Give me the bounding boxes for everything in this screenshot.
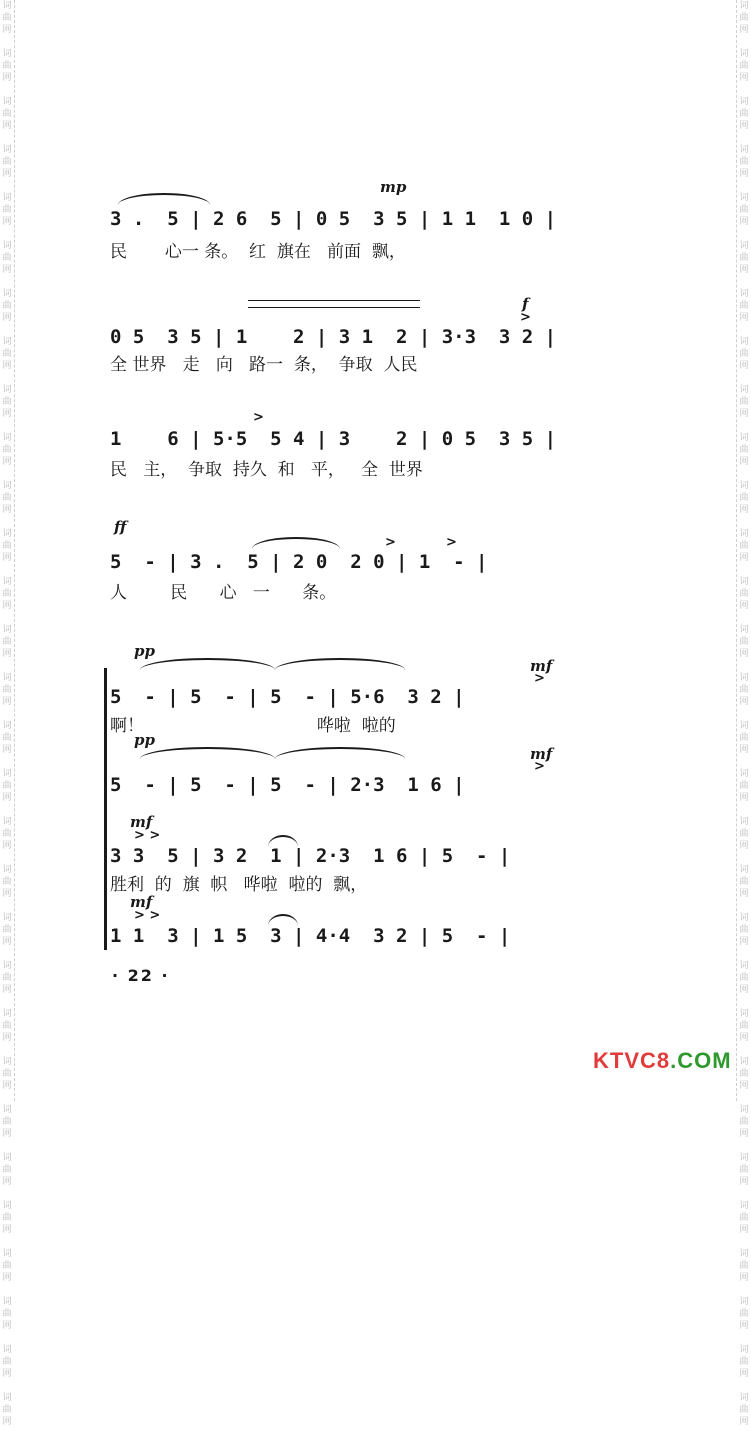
side-watermark-char: 网 xyxy=(739,1177,749,1187)
side-watermark-gap xyxy=(737,420,751,432)
accent-mark: > xyxy=(446,535,457,550)
side-watermark-char: 曲 xyxy=(2,397,12,407)
side-watermark-char: 网 xyxy=(739,505,749,515)
side-watermark-char: 词 xyxy=(2,577,12,587)
side-watermark-gap xyxy=(737,996,751,1008)
side-watermark-char: 网 xyxy=(739,697,749,707)
side-watermark-char: 词 xyxy=(2,241,12,251)
side-watermark-gap xyxy=(737,1236,751,1248)
slur xyxy=(118,193,210,205)
side-watermark-char: 词 xyxy=(2,1393,12,1403)
side-watermark-char: 曲 xyxy=(739,1021,749,1031)
side-watermark-char: 词 xyxy=(2,1009,12,1019)
side-watermark-char: 词 xyxy=(739,1105,749,1115)
side-watermark-char: 曲 xyxy=(739,781,749,791)
side-watermark-gap xyxy=(0,228,14,240)
side-watermark-char: 词 xyxy=(2,625,12,635)
side-watermark-char: 曲 xyxy=(2,733,12,743)
side-watermark-gap xyxy=(737,1092,751,1104)
side-watermark-gap xyxy=(0,1332,14,1344)
side-watermark-char: 词 xyxy=(739,97,749,107)
side-watermark-char: 词 xyxy=(739,721,749,731)
side-watermark-gap xyxy=(737,36,751,48)
side-watermark-char: 曲 xyxy=(739,205,749,215)
side-watermark-gap xyxy=(0,276,14,288)
side-watermark-char: 曲 xyxy=(2,589,12,599)
side-watermark-char: 网 xyxy=(739,601,749,611)
side-watermark-char: 词 xyxy=(2,817,12,827)
side-watermark-char: 网 xyxy=(739,73,749,83)
side-watermark-char: 网 xyxy=(739,313,749,323)
side-watermark-char: 词 xyxy=(739,289,749,299)
side-watermark-left xyxy=(0,0,15,1427)
side-watermark-gap xyxy=(737,372,751,384)
side-watermark-char: 曲 xyxy=(2,541,12,551)
side-watermark-char: 曲 xyxy=(2,1357,12,1367)
side-watermark-gap xyxy=(0,1284,14,1296)
accent-mark: > xyxy=(534,759,545,774)
side-watermark-gap xyxy=(0,372,14,384)
side-watermark-gap xyxy=(0,900,14,912)
side-watermark-gap xyxy=(0,852,14,864)
side-watermark-char: 词 xyxy=(2,529,12,539)
side-watermark-char: 曲 xyxy=(739,685,749,695)
side-watermark-char: 词 xyxy=(739,1345,749,1355)
side-watermark-char: 网 xyxy=(2,361,12,371)
side-watermark-char: 词 xyxy=(2,721,12,731)
notation-row: 5 - | 5 - | 5 - | 2·3 1 6 | xyxy=(110,774,465,796)
slur xyxy=(140,747,275,759)
side-watermark-char: 词 xyxy=(739,961,749,971)
side-watermark-char: 词 xyxy=(739,481,749,491)
notation-row: 1 1 3 | 1 5 3 | 4·4 3 2 | 5 - | xyxy=(110,925,511,947)
side-watermark-char: 网 xyxy=(739,121,749,131)
side-watermark-char: 网 xyxy=(2,505,12,515)
dynamic-mf: mf xyxy=(530,745,553,763)
side-watermark-char: 词 xyxy=(2,769,12,779)
side-watermark-char: 曲 xyxy=(739,445,749,455)
side-watermark-char: 曲 xyxy=(2,685,12,695)
side-watermark-char: 网 xyxy=(2,1177,12,1187)
side-watermark-char: 曲 xyxy=(739,1309,749,1319)
side-watermark-char: 曲 xyxy=(2,109,12,119)
side-watermark-char: 词 xyxy=(2,385,12,395)
side-watermark-char: 网 xyxy=(2,25,12,35)
side-watermark-char: 网 xyxy=(2,793,12,803)
side-watermark-char: 曲 xyxy=(739,973,749,983)
side-watermark-char: 词 xyxy=(2,961,12,971)
side-watermark-char: 词 xyxy=(739,1297,749,1307)
side-watermark-gap xyxy=(737,1188,751,1200)
side-watermark-gap xyxy=(737,84,751,96)
side-watermark-char: 词 xyxy=(2,97,12,107)
side-watermark-char: 曲 xyxy=(2,205,12,215)
side-watermark-char: 网 xyxy=(739,265,749,275)
side-watermark-char: 网 xyxy=(739,1225,749,1235)
side-watermark-char: 词 xyxy=(739,1,749,11)
side-watermark-char: 词 xyxy=(739,145,749,155)
side-watermark-char: 词 xyxy=(2,1297,12,1307)
side-watermark-char: 曲 xyxy=(739,1117,749,1127)
notation-row: 1 6 | 5·5 5 4 | 3 2 | 0 5 3 5 | xyxy=(110,428,557,450)
side-watermark-char: 曲 xyxy=(739,253,749,263)
side-watermark-gap xyxy=(0,324,14,336)
side-watermark-char: 网 xyxy=(2,745,12,755)
side-watermark-char: 曲 xyxy=(2,877,12,887)
side-watermark-char: 网 xyxy=(2,553,12,563)
side-watermark-gap xyxy=(0,1092,14,1104)
dynamic-mf: mf xyxy=(130,893,153,911)
watermark-part-1: KTVC8 xyxy=(593,1048,671,1073)
side-watermark-gap xyxy=(0,948,14,960)
side-watermark-char: 词 xyxy=(2,145,12,155)
side-watermark-char: 曲 xyxy=(2,1213,12,1223)
side-watermark-char: 曲 xyxy=(739,925,749,935)
side-watermark-char: 曲 xyxy=(739,493,749,503)
side-watermark-char: 网 xyxy=(739,985,749,995)
side-watermark-gap xyxy=(737,132,751,144)
side-watermark-gap xyxy=(0,660,14,672)
side-watermark-gap xyxy=(0,132,14,144)
side-watermark-char: 曲 xyxy=(2,829,12,839)
side-watermark-gap xyxy=(737,612,751,624)
side-watermark-char: 网 xyxy=(739,1321,749,1331)
side-watermark-char: 词 xyxy=(2,433,12,443)
side-watermark-char: 网 xyxy=(739,1129,749,1139)
side-watermark-char: 曲 xyxy=(739,637,749,647)
accent-mark: > xyxy=(520,310,531,325)
side-watermark-char: 曲 xyxy=(739,157,749,167)
side-watermark-char: 网 xyxy=(739,793,749,803)
side-watermark-gap xyxy=(737,180,751,192)
side-watermark-char: 词 xyxy=(2,673,12,683)
side-watermark-char: 曲 xyxy=(2,1309,12,1319)
side-watermark-char: 网 xyxy=(2,1225,12,1235)
lyrics-row: 啊！ 哗啦 啦的 xyxy=(110,716,396,736)
side-watermark-char: 词 xyxy=(2,49,12,59)
side-watermark-gap xyxy=(737,1332,751,1344)
side-watermark-char: 曲 xyxy=(2,253,12,263)
side-watermark-char: 词 xyxy=(2,289,12,299)
side-watermark-char: 曲 xyxy=(2,1261,12,1271)
side-watermark-char: 词 xyxy=(2,1153,12,1163)
side-watermark-char: 曲 xyxy=(739,1069,749,1079)
side-watermark-right xyxy=(736,0,751,1427)
side-watermark-char: 曲 xyxy=(739,733,749,743)
slur xyxy=(275,747,405,759)
side-watermark-gap xyxy=(0,1428,14,1440)
side-watermark-char: 网 xyxy=(2,1081,12,1091)
side-watermark-char: 网 xyxy=(739,1081,749,1091)
side-watermark-char: 网 xyxy=(2,265,12,275)
accent-mark: > > xyxy=(134,828,161,843)
side-watermark-char: 词 xyxy=(739,1153,749,1163)
side-watermark-char: 曲 xyxy=(2,781,12,791)
side-watermark-char: 词 xyxy=(739,1393,749,1403)
side-watermark-char: 词 xyxy=(2,193,12,203)
accent-mark: > xyxy=(534,671,545,686)
side-watermark-char: 词 xyxy=(739,625,749,635)
side-watermark-char: 词 xyxy=(739,241,749,251)
side-watermark-char: 曲 xyxy=(2,637,12,647)
side-watermark-char: 词 xyxy=(739,1201,749,1211)
side-watermark-char: 曲 xyxy=(739,1261,749,1271)
side-watermark-char: 网 xyxy=(739,937,749,947)
dynamic-pp: pp xyxy=(134,642,155,660)
dynamic-ff: ff xyxy=(114,518,127,536)
side-watermark-char: 网 xyxy=(2,313,12,323)
side-watermark-char: 网 xyxy=(739,649,749,659)
side-watermark-char: 词 xyxy=(2,1105,12,1115)
side-watermark-gap xyxy=(737,900,751,912)
side-watermark-char: 词 xyxy=(739,433,749,443)
side-watermark-char: 曲 xyxy=(2,301,12,311)
side-watermark-char: 网 xyxy=(739,745,749,755)
tie-lines xyxy=(248,300,420,308)
side-watermark-gap xyxy=(0,180,14,192)
side-watermark-char: 曲 xyxy=(739,1165,749,1175)
side-watermark-char: 词 xyxy=(739,1057,749,1067)
side-watermark-char: 网 xyxy=(739,25,749,35)
accent-mark: > xyxy=(385,535,396,550)
side-watermark-char: 网 xyxy=(2,1273,12,1283)
side-watermark-char: 曲 xyxy=(739,1213,749,1223)
side-watermark-char: 曲 xyxy=(739,877,749,887)
side-watermark-char: 网 xyxy=(739,457,749,467)
side-watermark-char: 网 xyxy=(739,409,749,419)
side-watermark-char: 网 xyxy=(2,1417,12,1427)
side-watermark-char: 网 xyxy=(739,1417,749,1427)
side-watermark-char: 曲 xyxy=(2,1165,12,1175)
side-watermark-char: 词 xyxy=(739,385,749,395)
side-watermark-gap xyxy=(0,1380,14,1392)
side-watermark-char: 曲 xyxy=(739,109,749,119)
side-watermark-char: 曲 xyxy=(2,13,12,23)
side-watermark-char: 网 xyxy=(739,1273,749,1283)
dynamic-mp: mp xyxy=(380,178,407,196)
side-watermark-char: 曲 xyxy=(739,61,749,71)
side-watermark-char: 网 xyxy=(2,601,12,611)
side-watermark-char: 网 xyxy=(739,1369,749,1379)
side-watermark-char: 网 xyxy=(739,169,749,179)
dynamic-mf: mf xyxy=(130,813,153,831)
side-watermark-gap xyxy=(0,708,14,720)
side-watermark-char: 网 xyxy=(2,1321,12,1331)
side-watermark-char: 曲 xyxy=(2,1021,12,1031)
side-watermark-char: 曲 xyxy=(739,541,749,551)
lyrics-row: 人 民 心 一 条。 xyxy=(110,583,337,603)
side-watermark-char: 曲 xyxy=(2,445,12,455)
side-watermark-gap xyxy=(0,756,14,768)
side-watermark-char: 曲 xyxy=(739,1357,749,1367)
accent-mark: > xyxy=(253,410,264,425)
side-watermark-char: 网 xyxy=(2,121,12,131)
side-watermark-char: 词 xyxy=(739,865,749,875)
side-watermark-gap xyxy=(0,36,14,48)
side-watermark-char: 词 xyxy=(2,1345,12,1355)
side-watermark-char: 网 xyxy=(2,937,12,947)
side-watermark-char: 词 xyxy=(739,193,749,203)
side-watermark-char: 曲 xyxy=(739,13,749,23)
side-watermark-char: 曲 xyxy=(739,397,749,407)
side-watermark-char: 曲 xyxy=(739,301,749,311)
side-watermark-char: 曲 xyxy=(739,829,749,839)
slur xyxy=(275,658,405,670)
side-watermark-char: 网 xyxy=(739,553,749,563)
side-watermark-char: 网 xyxy=(2,169,12,179)
side-watermark-gap xyxy=(737,564,751,576)
side-watermark-char: 词 xyxy=(739,529,749,539)
side-watermark-char: 曲 xyxy=(2,973,12,983)
side-watermark-gap xyxy=(0,996,14,1008)
side-watermark-char: 词 xyxy=(2,913,12,923)
side-watermark-gap xyxy=(737,660,751,672)
side-watermark-gap xyxy=(0,516,14,528)
side-watermark-char: 词 xyxy=(739,769,749,779)
lyrics-row: 全 世界 走 向 路一 条， 争取 人民 xyxy=(110,355,418,375)
side-watermark-char: 网 xyxy=(2,649,12,659)
side-watermark-char: 词 xyxy=(2,1201,12,1211)
side-watermark-char: 词 xyxy=(739,49,749,59)
side-watermark-char: 网 xyxy=(739,841,749,851)
side-watermark-gap xyxy=(0,612,14,624)
side-watermark-gap xyxy=(0,1044,14,1056)
side-watermark-char: 曲 xyxy=(2,157,12,167)
side-watermark-char: 词 xyxy=(739,817,749,827)
dynamic-pp: pp xyxy=(134,731,155,749)
side-watermark-gap xyxy=(0,1140,14,1152)
side-watermark-gap xyxy=(737,468,751,480)
side-watermark-gap xyxy=(0,468,14,480)
dynamic-mf: mf xyxy=(530,657,553,675)
slur xyxy=(140,658,275,670)
side-watermark-gap xyxy=(0,420,14,432)
side-watermark-char: 曲 xyxy=(2,1405,12,1415)
side-watermark-char: 网 xyxy=(2,1033,12,1043)
side-watermark-char: 网 xyxy=(2,457,12,467)
accent-mark: > > xyxy=(134,908,161,923)
side-watermark-char: 曲 xyxy=(2,493,12,503)
side-watermark-gap xyxy=(737,852,751,864)
side-watermark-char: 词 xyxy=(739,1249,749,1259)
side-watermark-char: 网 xyxy=(2,985,12,995)
notation-row: 3 3 5 | 3 2 1 | 2·3 1 6 | 5 - | xyxy=(110,845,511,867)
side-watermark-char: 网 xyxy=(2,1369,12,1379)
side-watermark-char: 网 xyxy=(739,1033,749,1043)
side-watermark-char: 曲 xyxy=(739,349,749,359)
side-watermark-char: 曲 xyxy=(2,1117,12,1127)
lyrics-row: 民 心一 条。 红 旗在 前面 飘， xyxy=(110,242,406,262)
side-watermark-char: 网 xyxy=(2,697,12,707)
side-watermark-char: 网 xyxy=(739,361,749,371)
side-watermark-char: 词 xyxy=(739,577,749,587)
side-watermark-char: 词 xyxy=(2,481,12,491)
side-watermark-char: 网 xyxy=(2,217,12,227)
side-watermark-gap xyxy=(737,1284,751,1296)
side-watermark-gap xyxy=(737,324,751,336)
side-watermark-char: 词 xyxy=(739,673,749,683)
notation-row: 3 . 5 | 2 6 5 | 0 5 3 5 | 1 1 1 0 | xyxy=(110,208,557,230)
side-watermark-gap xyxy=(737,516,751,528)
notation-row: 5 - | 5 - | 5 - | 5·6 3 2 | xyxy=(110,686,465,708)
side-watermark-char: 曲 xyxy=(2,349,12,359)
side-watermark-gap xyxy=(737,804,751,816)
side-watermark-gap xyxy=(737,708,751,720)
side-watermark-char: 词 xyxy=(2,1,12,11)
side-watermark-gap xyxy=(737,1380,751,1392)
notation-row: 0 5 3 5 | 1 2 | 3 1 2 | 3·3 3 2 | xyxy=(110,326,557,348)
side-watermark-char: 网 xyxy=(2,889,12,899)
side-watermark-gap xyxy=(0,804,14,816)
side-watermark-gap xyxy=(737,276,751,288)
side-watermark-char: 曲 xyxy=(2,1069,12,1079)
notation-row: 5 - | 3 . 5 | 2 0 2 0 | 1 - | xyxy=(110,551,488,573)
side-watermark-gap xyxy=(737,228,751,240)
side-watermark-char: 词 xyxy=(2,1249,12,1259)
side-watermark-char: 网 xyxy=(739,889,749,899)
side-watermark-char: 网 xyxy=(2,1129,12,1139)
side-watermark-char: 词 xyxy=(2,1057,12,1067)
side-watermark-gap xyxy=(737,1428,751,1440)
side-watermark-gap xyxy=(737,1140,751,1152)
side-watermark-gap xyxy=(737,1044,751,1056)
page-number: · 22 · xyxy=(112,966,170,985)
side-watermark-char: 词 xyxy=(739,337,749,347)
side-watermark-gap xyxy=(0,84,14,96)
side-watermark-char: 词 xyxy=(739,913,749,923)
side-watermark-char: 曲 xyxy=(2,925,12,935)
side-watermark-char: 词 xyxy=(2,865,12,875)
side-watermark-char: 网 xyxy=(2,841,12,851)
side-watermark-char: 词 xyxy=(2,337,12,347)
side-watermark-char: 网 xyxy=(739,217,749,227)
side-watermark-gap xyxy=(0,564,14,576)
side-watermark-gap xyxy=(0,1236,14,1248)
site-watermark xyxy=(593,1048,732,1074)
side-watermark-char: 词 xyxy=(739,1009,749,1019)
side-watermark-gap xyxy=(737,756,751,768)
side-watermark-char: 网 xyxy=(2,409,12,419)
side-watermark-gap xyxy=(737,948,751,960)
side-watermark-gap xyxy=(0,1188,14,1200)
lyrics-row: 民 主， 争取 持久 和 平， 全 世界 xyxy=(110,460,423,480)
dynamic-f: f xyxy=(522,295,529,313)
side-watermark-char: 曲 xyxy=(739,589,749,599)
watermark-part-2: .COM xyxy=(670,1048,732,1073)
side-watermark-char: 曲 xyxy=(739,1405,749,1415)
side-watermark-char: 曲 xyxy=(2,61,12,71)
side-watermark-char: 网 xyxy=(2,73,12,83)
lyrics-row: 胜利 的 旗 帜 哗啦 啦的 飘， xyxy=(110,875,368,895)
